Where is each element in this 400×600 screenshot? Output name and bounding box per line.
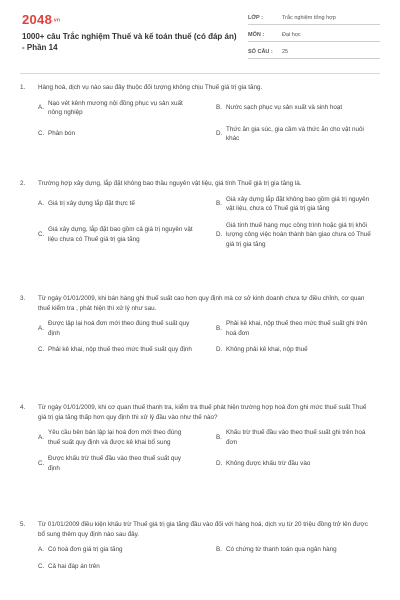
option-d[interactable] <box>216 221 386 250</box>
option-text: Có chứng từ thanh toán qua ngân hàng <box>226 546 337 553</box>
option-b[interactable] <box>216 545 386 555</box>
meta-value: Trắc nghiệm tổng hợp <box>282 14 336 21</box>
option-letter: B. <box>216 200 222 208</box>
option-letter: D. <box>216 130 223 138</box>
option-c[interactable] <box>38 221 216 250</box>
meta-key: LỚP : <box>248 14 263 21</box>
question-number: 1. <box>20 84 26 91</box>
option-d[interactable] <box>216 454 386 473</box>
option-letter: D. <box>216 346 223 353</box>
meta-key: MÔN : <box>248 31 265 38</box>
option-c[interactable] <box>38 125 216 144</box>
option-text: Giá tính thuế hạng mục công trình hoặc giá trị khối lượng công việc hoàn thành bàn giao chưa có Thuế giá trị gia tăng <box>226 221 371 248</box>
option-text: Thức ăn gia súc, gia cầm và thức ăn cho vật nuôi khác <box>226 125 364 142</box>
question-number: 2. <box>20 180 26 187</box>
question-item <box>20 294 380 355</box>
option-letter: A. <box>38 546 44 553</box>
meta-value: 25 <box>282 48 289 55</box>
option-b[interactable] <box>216 428 386 447</box>
option-b[interactable] <box>216 99 386 118</box>
option-text: Có hoá đơn giá trị gia tăng <box>48 546 123 553</box>
question-text: Hàng hoá, dịch vụ nào sau đây thuộc đối tượng không chịu Thuế giá trị gia tăng. <box>38 84 263 91</box>
option-a[interactable] <box>38 545 216 555</box>
option-text: Khấu trừ thuế đầu vào theo thuế suất ghi trên hoá đơn <box>226 429 366 446</box>
logo-suffix: .vn <box>52 17 61 24</box>
question-item <box>20 403 380 473</box>
option-text: Giá xây dựng lắp đặt không bao gồm giá trị nguyên vật liệu, chưa có Thuế giá trị gia tăng <box>226 195 370 212</box>
question-number: 4. <box>20 404 26 411</box>
question-text: Từ 01/01/2009 điều kiện khấu trừ Thuế giá trị gia tăng đầu vào đối với hàng hoá, dịch vụ từ 20 triệu đồng trở lên được bổ sung thêm quy định nào sau đây. <box>38 521 368 538</box>
meta-row-class <box>248 11 380 25</box>
page-title: 1000+ câu Trắc nghiệm Thuế và kế toán thuế (có đáp án) - Phần 14 <box>22 32 237 52</box>
option-text: Giá trị xây dựng lắp đặt thực tế <box>48 200 135 208</box>
option-text: Cả hai đáp án trên <box>48 562 100 570</box>
options-grid <box>38 195 380 250</box>
option-text: Phải kê khai, nộp thuế theo mức thuế suất quy định <box>48 346 192 353</box>
option-text: Phải kê khai, nộp thuế theo mức thuế suất ghi trên hoá đơn <box>226 320 368 337</box>
option-text: Được lập lại hoá đơn mới theo đúng thuế suất quy định <box>48 320 190 337</box>
option-letter: C. <box>38 562 45 570</box>
option-letter: A. <box>38 324 44 332</box>
meta-info <box>248 11 380 59</box>
option-a[interactable] <box>38 428 216 447</box>
option-c[interactable] <box>38 454 216 473</box>
option-letter: C. <box>38 130 45 138</box>
option-letter: B. <box>216 546 222 553</box>
option-a[interactable] <box>38 99 216 118</box>
meta-row-subject <box>248 28 380 42</box>
option-c[interactable] <box>38 345 216 355</box>
option-letter: A. <box>38 433 44 441</box>
question-number: 5. <box>20 521 26 528</box>
logo-text: 2048 <box>22 12 53 27</box>
option-b[interactable] <box>216 319 386 338</box>
option-text: Không được khấu trừ đầu vào <box>226 459 311 467</box>
option-letter: C. <box>38 346 45 353</box>
option-text: Nước sạch phục vụ sản xuất và sinh hoạt <box>226 104 343 112</box>
question-item <box>20 179 380 249</box>
options-grid <box>38 319 380 355</box>
question-text: Từ ngày 01/01/2009, khi bán hàng ghi thuế suất cao hơn quy định mà cơ sở kinh doanh chưa tự điều chỉnh, cơ quan thuế kiểm tra , phát hiện thì xử lý như sau. <box>38 295 365 312</box>
meta-key: SỐ CÂU : <box>248 48 273 55</box>
options-grid <box>38 99 380 144</box>
option-letter: B. <box>216 433 222 441</box>
option-letter: A. <box>38 200 44 208</box>
option-letter: D. <box>216 459 223 467</box>
option-letter: C. <box>38 231 45 238</box>
option-c[interactable] <box>38 562 216 572</box>
question-text-row <box>20 520 380 539</box>
question-text-row <box>20 179 380 189</box>
option-letter: D. <box>216 231 223 238</box>
option-text: Yêu cầu bên bán lập lại hoá đơn mới theo đúng thuế suất quy định và được kê khai bổ sung <box>48 429 182 446</box>
option-d[interactable] <box>216 345 386 355</box>
page-header <box>0 0 400 68</box>
question-item <box>20 83 380 144</box>
option-b[interactable] <box>216 195 386 214</box>
option-letter: B. <box>216 324 222 332</box>
option-letter: C. <box>38 459 45 467</box>
question-text-row <box>20 294 380 313</box>
option-text: Phân bón <box>48 130 75 138</box>
meta-value: Đại học <box>282 31 301 38</box>
question-text-row <box>20 403 380 422</box>
option-a[interactable] <box>38 195 216 214</box>
question-item <box>20 520 380 571</box>
option-text: Giá xây dựng, lắp đặt bao gồm cả giá trị nguyên vật liệu chưa có Thuế giá trị gia tăng <box>48 226 193 243</box>
options-grid <box>38 545 380 571</box>
option-d[interactable] <box>216 125 386 144</box>
question-text: Từ ngày 01/01/2009, khi cơ quan thuế thanh tra, kiểm tra thuế phát hiện trường hợp hoá đơn ghi mức thuế suất Thuế giá trị gia tăng thấp hơn quy định thì xử lý đầu vào như thế nào? <box>38 404 367 421</box>
options-grid <box>38 428 380 473</box>
option-text: Không phải kê khai, nộp thuế <box>226 346 308 353</box>
option-letter: B. <box>216 104 222 112</box>
option-a[interactable] <box>38 319 216 338</box>
option-text: Nạo vét kênh mương nội đồng phục vụ sản xuất nông nghiệp <box>48 99 183 116</box>
question-number: 3. <box>20 295 26 302</box>
header-divider <box>20 73 380 74</box>
meta-row-count <box>248 45 380 59</box>
question-text: Trường hợp xây dựng, lắp đặt không bao thầu nguyên vật liệu, giá tính Thuế giá trị gia tăng là. <box>38 180 302 187</box>
option-text: Được khấu trừ thuế đầu vào theo thuế suất quy định <box>48 455 181 472</box>
option-letter: A. <box>38 104 44 112</box>
question-text-row <box>20 83 380 93</box>
site-logo[interactable] <box>22 12 60 27</box>
